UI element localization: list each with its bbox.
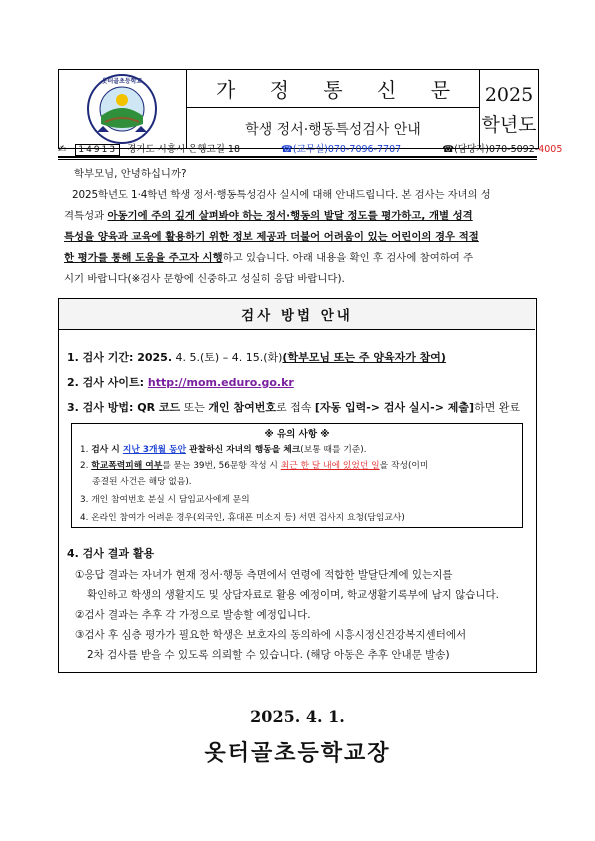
teacher-phone-ext: 4005 (538, 144, 563, 155)
greeting: 학부모님, 안녕하십니까? (74, 168, 187, 180)
note-text: 관찰하신 자녀의 행동을 체크 (186, 445, 301, 455)
note-text: 을 작성(이미 (379, 461, 429, 471)
exam-period-label: 1. 검사 기간: 2025. (67, 351, 173, 364)
teacher-label: (담당자) (454, 144, 490, 155)
exam-site-link[interactable]: http://mom.eduro.go.kr (147, 376, 294, 389)
office-label: (교무실) (292, 144, 328, 155)
exam-site (67, 374, 294, 390)
exam-method-steps: [자동 입력-> 검사 실시-> 제출] (314, 401, 475, 414)
issue-date: 2025. 4. 1. (250, 707, 345, 726)
divider (58, 159, 537, 160)
address: 경기도 시흥시 은행고길 18 (127, 144, 241, 155)
note-emphasis: 학교폭력피해 여부 (91, 461, 163, 471)
exam-site-label: 2. 검사 사이트: (67, 376, 148, 389)
office-phone: 070-7096-7707 (327, 144, 402, 155)
intro-line: 2025학년도 1·4학년 학생 정서·행동특성검사 실시에 대해 안내드립니다. 본 검사는 자녀의 성 (72, 189, 491, 201)
note-emphasis: 지난 3개월 동안 (122, 445, 187, 455)
document-title: 가 정 통 신 문 (187, 70, 479, 108)
principal-signature: 옷터골초등학교장 (204, 740, 391, 766)
note-item: 4. 온라인 참여가 어려운 경우(외국인, 휴대폰 미소지 등) 서면 검사지 요청(담임교사) (80, 513, 405, 523)
header-table (58, 69, 539, 149)
title-cell (187, 70, 480, 148)
exam-period (67, 349, 446, 365)
exam-method-text: 또는 (180, 401, 209, 414)
intro-line: 특성을 양육과 교육에 활용하기 위한 정보 제공과 더불어 어려움이 있는 어린이의 경우 적절 (64, 231, 479, 243)
exam-period-dates: 4. 5.(토) – 4. 15.(화) (172, 351, 283, 364)
phone-icon: ☎ (442, 144, 455, 155)
note-text: 검사 시 (91, 445, 123, 455)
notes-box (71, 423, 523, 528)
intro-line (64, 248, 534, 269)
guidance-heading: 검사 방법 안내 (59, 299, 535, 330)
note-text: 2. (80, 461, 92, 471)
result-usage-item: ③검사 후 심층 평가가 필요한 학생은 보호자의 동의하에 시흥시정신건강복지센터에서 (75, 629, 467, 641)
note-text: 1. (80, 445, 92, 455)
intro-line (64, 206, 534, 227)
note-item (80, 458, 428, 471)
exam-method-text: 로 접속 (275, 401, 315, 414)
intro-emphasis: 한 평가를 통해 도움을 주고자 시행 (64, 252, 223, 264)
contact-line (58, 141, 563, 155)
note-item (80, 442, 367, 455)
school-year: 2025 (484, 84, 534, 106)
result-usage-item: 2차 검사를 받을 수 있도록 의뢰할 수 있습니다. (해당 아동은 추후 안내문 발송) (87, 649, 450, 661)
document-subtitle: 학생 정서·행동특성검사 안내 (245, 121, 421, 138)
intro-line: 시기 바랍니다(※검사 문항에 신중하고 성실히 응답 바랍니다). (64, 273, 345, 285)
guidance-box (58, 298, 537, 673)
note-emphasis: 최근 한 달 내에 있었던 일 (280, 461, 380, 471)
exam-method (67, 399, 520, 415)
exam-period-note: (학부모님 또는 주 양육자가 참여) (282, 351, 446, 364)
postal-code: 14913 (75, 144, 120, 156)
result-usage-item: 확인하고 학생의 생활지도 및 상담자료로 활용 예정이며, 학교생활기록부에 남지 않습니다. (87, 589, 500, 601)
result-usage-item: ②검사 결과는 추후 각 가정으로 발송할 예정입니다. (75, 609, 311, 621)
divider (58, 156, 537, 158)
teacher-phone: 070-5092- (489, 144, 539, 155)
intro-text: 격특성과 (64, 210, 108, 222)
school-logo-cell (59, 70, 187, 148)
result-usage-label: 4. 검사 결과 활용 (67, 547, 155, 560)
exam-method-text: 하면 완료 (474, 401, 521, 414)
note-text: (보통 때를 기준). (300, 445, 367, 455)
school-year-suffix: 학년도 (481, 114, 537, 136)
mail-icon: ✍ (58, 144, 67, 155)
intro-text: 하고 있습니다. 아래 내용을 확인 후 검사에 참여하여 주 (222, 252, 474, 264)
phone-icon: ☎ (281, 144, 293, 155)
note-text: 를 묻는 39번, 56문항 작성 시 (162, 461, 281, 471)
notes-title: ※ 유의 사항 ※ (264, 429, 330, 440)
exam-method-text: 개인 참여번호 (208, 401, 276, 414)
result-usage-item: ①응답 결과는 자녀가 현재 정서·행동 측면에서 연령에 적합한 발달단계에 있는지를 (75, 569, 453, 581)
note-item: 종결된 사건은 해당 없음). (92, 477, 192, 487)
school-logo-text: 옷터골초등학교 (101, 78, 143, 85)
exam-method-label: 3. 검사 방법: QR 코드 (67, 401, 181, 414)
intro-emphasis: 아동기에 주의 깊게 살펴봐야 하는 정서·행동의 발달 정도를 평가하고, 개별 성격 (107, 210, 473, 222)
year-cell (480, 70, 538, 148)
note-item: 3. 개인 참여번호 분실 시 담임교사에게 문의 (80, 495, 250, 505)
